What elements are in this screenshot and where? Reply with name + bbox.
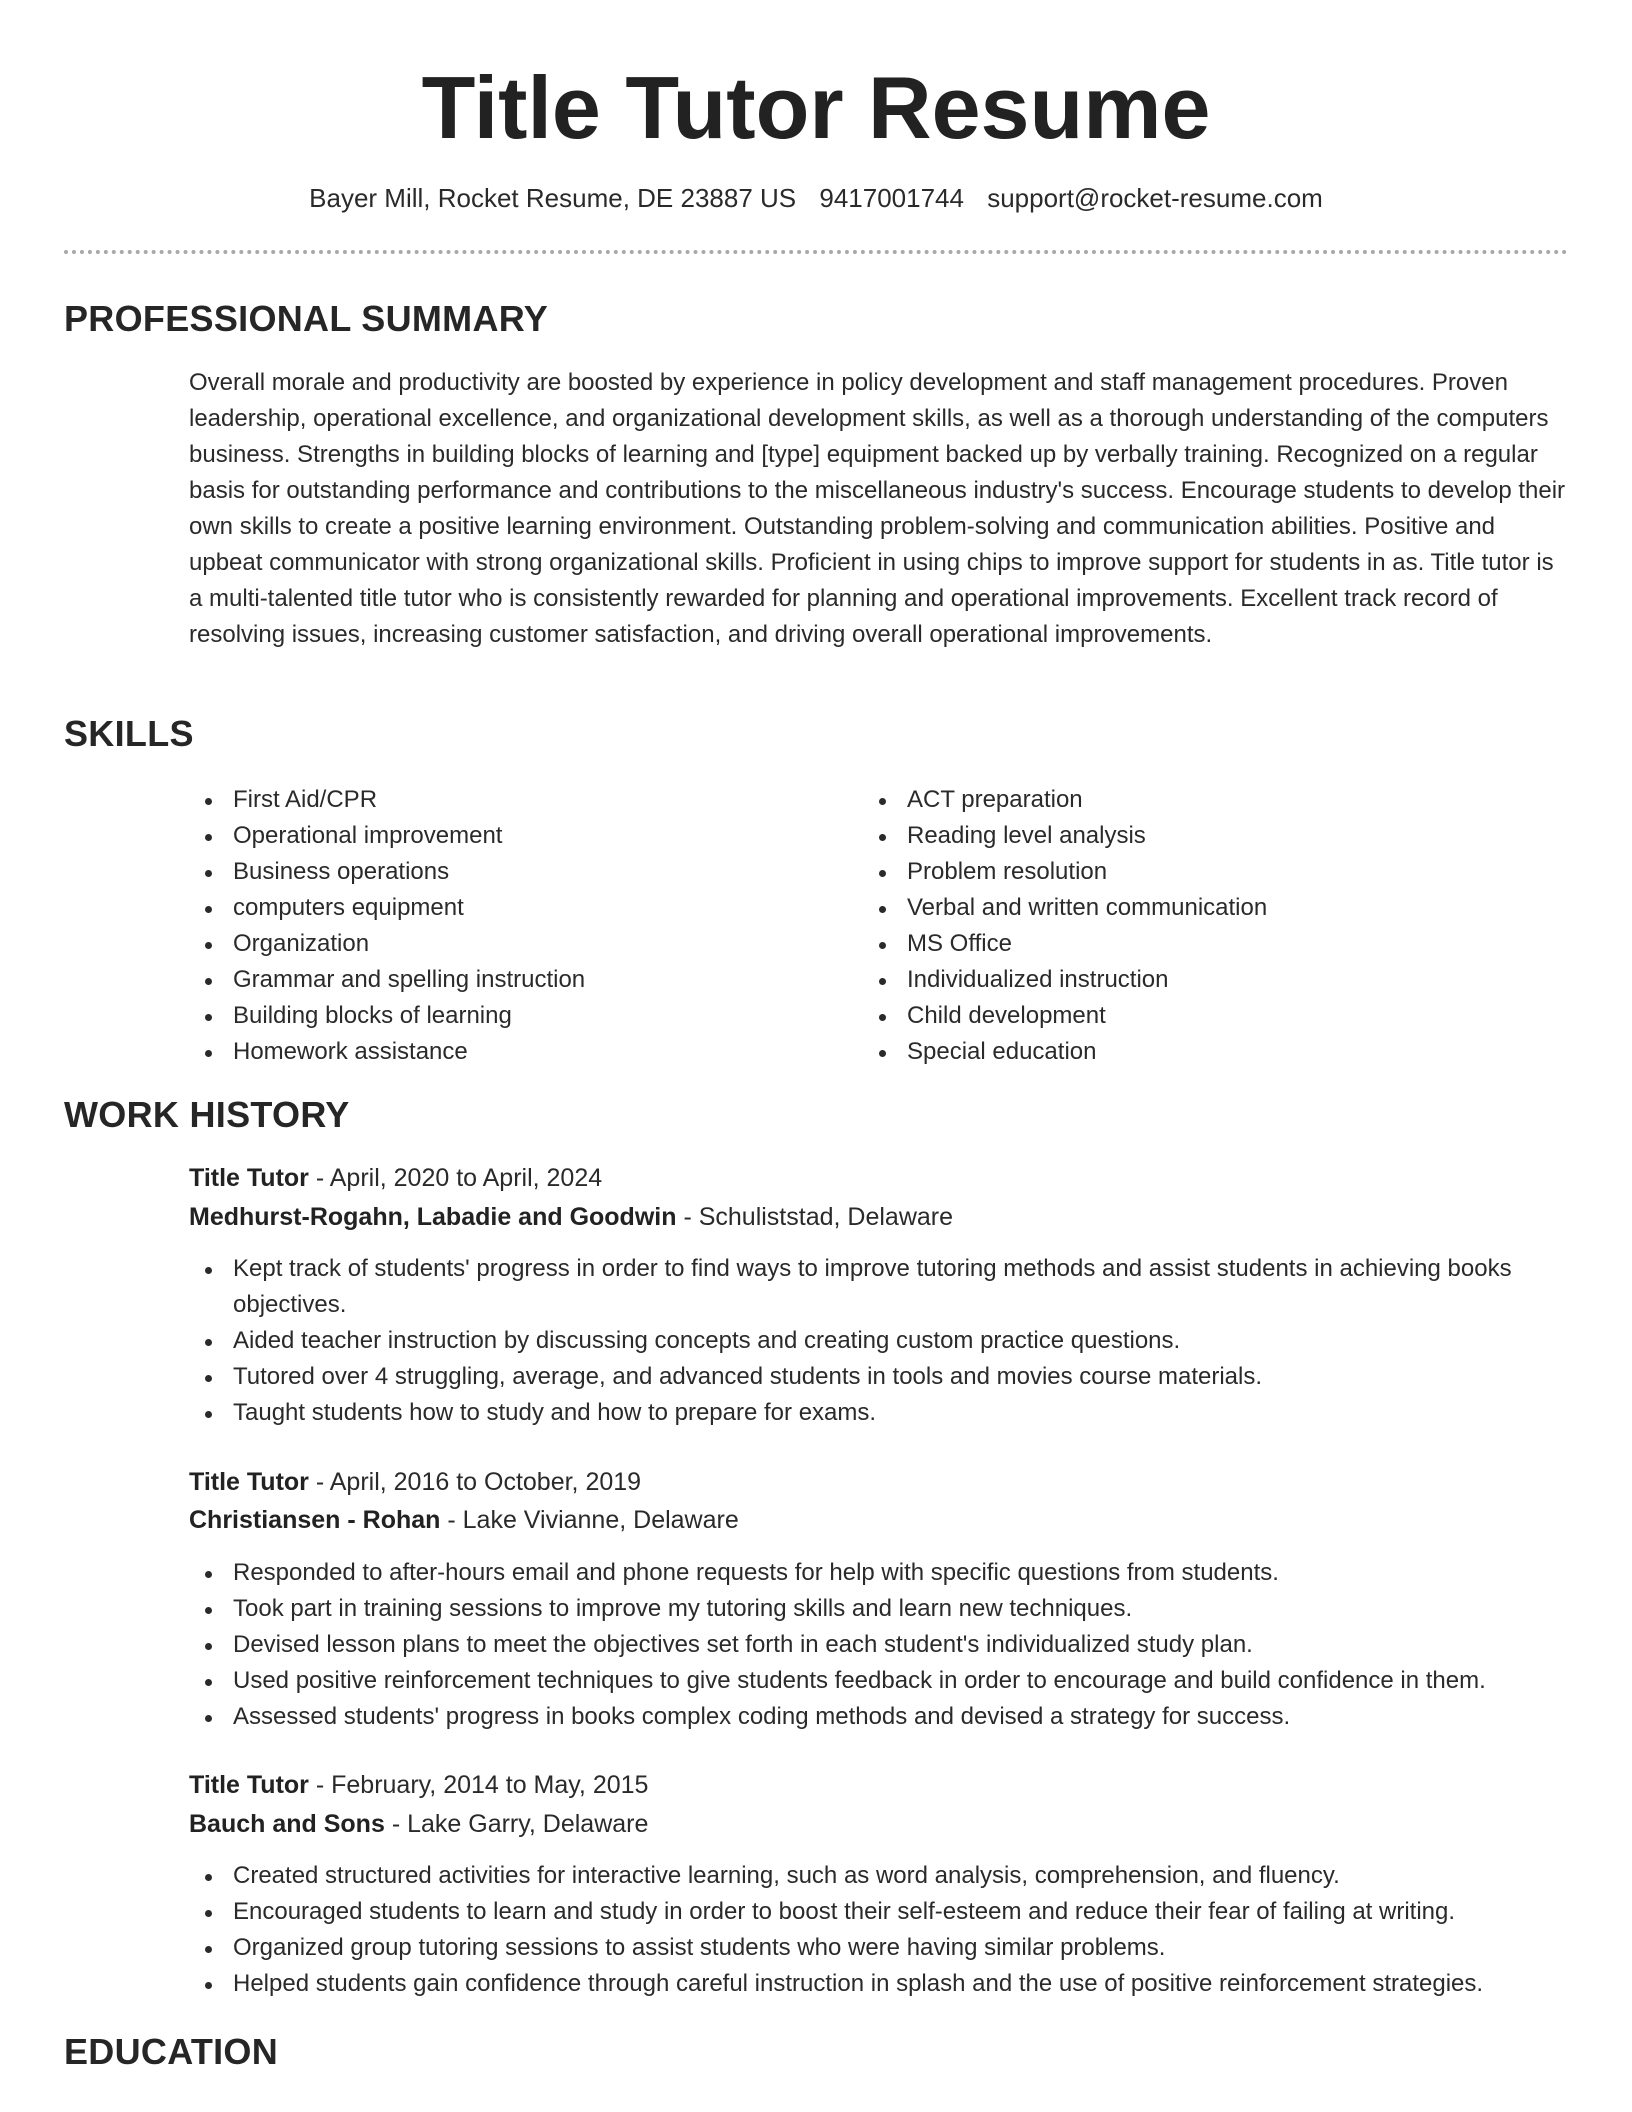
- job-bullets: [189, 1555, 1569, 1735]
- job-company-line: [189, 1502, 739, 1538]
- job-role: Title Tutor: [189, 1164, 309, 1192]
- skill-item: Problem resolution: [863, 854, 1483, 890]
- header-divider: [64, 250, 1568, 254]
- skill-item: Business operations: [189, 854, 809, 890]
- job-bullets: [189, 1251, 1569, 1431]
- job-company-line: [189, 1806, 648, 1842]
- resume-title: Title Tutor Resume: [421, 58, 1211, 157]
- skill-item: Child development: [863, 998, 1483, 1034]
- job-bullet-list: [189, 1555, 1569, 1735]
- skill-item: computers equipment: [189, 890, 809, 926]
- job-bullet: Aided teacher instruction by discussing concepts and creating custom practice questions.: [189, 1323, 1569, 1359]
- job-company: Christiansen - Rohan: [189, 1506, 441, 1534]
- job-bullet: Organized group tutoring sessions to assist students who were having similar problems.: [189, 1930, 1569, 1966]
- skill-item: Building blocks of learning: [189, 998, 809, 1034]
- summary-text: Overall morale and productivity are boosted by experience in policy development and staff management procedures. Proven leadership, operational excellence, and organizational development skills, as well as a thorough understanding of the computers business. Strengths in building blocks of learning and [type] equipment backed up by verbally training. Recognized on a regular basis for outstanding performance and contributions to the miscellaneous industry's success. Encourage students to develop their own skills to create a positive learning environment. Outstanding problem-solving and communication abilities. Positive and upbeat communicator with strong organizational skills. Proficient in using chips to improve support for students in as. Title tutor is a multi-talented title tutor who is consistently rewarded for planning and operational improvements. Excellent track record of resolving issues, increasing customer satisfaction, and driving overall operational improvements.: [189, 369, 1566, 648]
- contact-address: Bayer Mill, Rocket Resume, DE 23887 US: [309, 183, 797, 213]
- skills-list-right: [863, 782, 1483, 1070]
- job-location: - Lake Vivianne, Delaware: [440, 1506, 739, 1534]
- skill-item: Organization: [189, 926, 809, 962]
- job-bullet: Created structured activities for interactive learning, such as word analysis, comprehension, and fluency.: [189, 1858, 1569, 1894]
- job-bullet: Responded to after-hours email and phone requests for help with specific questions from students.: [189, 1555, 1569, 1591]
- job-bullet-list: [189, 1858, 1569, 2002]
- skill-item: MS Office: [863, 926, 1483, 962]
- contact-email: support@rocket-resume.com: [987, 183, 1323, 213]
- section-title-education: EDUCATION: [64, 2031, 279, 2072]
- job-bullet: Kept track of students' progress in order to find ways to improve tutoring methods and assist students in achieving books objectives.: [189, 1251, 1569, 1323]
- job-bullet: Taught students how to study and how to prepare for exams.: [189, 1395, 1569, 1431]
- job-bullet: Devised lesson plans to meet the objectives set forth in each student's individualized study plan.: [189, 1627, 1569, 1663]
- job-title-line: [189, 1767, 648, 1803]
- skills-list-left: [189, 782, 809, 1070]
- skill-item: Grammar and spelling instruction: [189, 962, 809, 998]
- job-dates: - April, 2020 to April, 2024: [308, 1164, 603, 1192]
- contact-phone: 9417001744: [819, 183, 964, 213]
- skill-item: Homework assistance: [189, 1034, 809, 1070]
- skill-item: First Aid/CPR: [189, 782, 809, 818]
- job-location: - Lake Garry, Delaware: [384, 1810, 649, 1838]
- contact-line: [0, 180, 1632, 216]
- job-company: Medhurst-Rogahn, Labadie and Goodwin: [189, 1203, 677, 1231]
- skills-column-left: [189, 782, 809, 1070]
- skill-item: Special education: [863, 1034, 1483, 1070]
- job-location: - Schuliststad, Delaware: [676, 1203, 954, 1231]
- job-bullet: Assessed students' progress in books complex coding methods and devised a strategy for success.: [189, 1699, 1569, 1735]
- job-bullet: Used positive reinforcement techniques to give students feedback in order to encourage and build confidence in them.: [189, 1663, 1569, 1699]
- job-dates: - February, 2014 to May, 2015: [308, 1771, 649, 1799]
- job-bullet-list: [189, 1251, 1569, 1431]
- job-role: Title Tutor: [189, 1468, 309, 1496]
- skill-item: Reading level analysis: [863, 818, 1483, 854]
- job-company: Bauch and Sons: [189, 1810, 385, 1838]
- job-dates: - April, 2016 to October, 2019: [308, 1468, 642, 1496]
- job-bullet: Took part in training sessions to improve my tutoring skills and learn new techniques.: [189, 1591, 1569, 1627]
- skill-item: ACT preparation: [863, 782, 1483, 818]
- section-title-skills: SKILLS: [64, 713, 194, 754]
- job-title-line: [189, 1464, 641, 1500]
- job-bullets: [189, 1858, 1569, 2002]
- job-company-line: [189, 1199, 953, 1235]
- skill-item: Verbal and written communication: [863, 890, 1483, 926]
- job-role: Title Tutor: [189, 1771, 309, 1799]
- skill-item: Individualized instruction: [863, 962, 1483, 998]
- job-title-line: [189, 1160, 602, 1196]
- skill-item: Operational improvement: [189, 818, 809, 854]
- section-title-summary: PROFESSIONAL SUMMARY: [64, 298, 549, 339]
- skills-column-right: [863, 782, 1483, 1070]
- job-bullet: Encouraged students to learn and study in order to boost their self-esteem and reduce their fear of failing at writing.: [189, 1894, 1569, 1930]
- section-title-work-history: WORK HISTORY: [64, 1094, 350, 1135]
- job-bullet: Helped students gain confidence through careful instruction in splash and the use of positive reinforcement strategies.: [189, 1966, 1569, 2002]
- job-bullet: Tutored over 4 struggling, average, and advanced students in tools and movies course materials.: [189, 1359, 1569, 1395]
